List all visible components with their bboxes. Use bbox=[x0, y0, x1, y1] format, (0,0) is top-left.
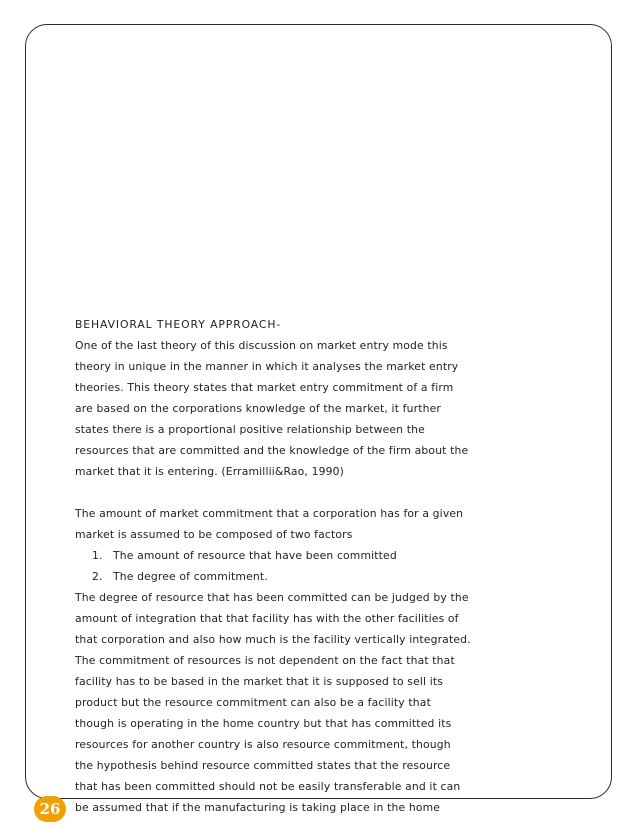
document-body bbox=[75, 314, 471, 818]
paragraph-line: product but the resource commitment can also be a facility that bbox=[75, 696, 431, 709]
paragraph-line: the hypothesis behind resource committed states that the resource bbox=[75, 759, 451, 772]
paragraph-line: facility has to be based in the market that it is supposed to sell its bbox=[75, 675, 444, 688]
page-number-badge: 26 bbox=[34, 796, 66, 822]
paragraph-line: market that it is entering. (Erramillii&Rao, 1990) bbox=[75, 465, 345, 478]
section-heading: BEHAVIORAL THEORY APPROACH- bbox=[75, 318, 282, 331]
paragraph-line: be assumed that if the manufacturing is taking place in the home bbox=[75, 801, 441, 814]
paragraph-line: theories. This theory states that market entry commitment of a firm bbox=[75, 381, 454, 394]
list-item bbox=[75, 566, 465, 587]
paragraph-line: that corporation and also how much is the facility vertically integrated. bbox=[75, 633, 471, 646]
paragraph-line: though is operating in the home country but that has committed its bbox=[75, 717, 452, 730]
paragraph-line: resources that are committed and the knowledge of the firm about the bbox=[75, 444, 469, 457]
paragraph-line: market is assumed to be composed of two factors bbox=[75, 528, 353, 541]
paragraph-line: that has been committed should not be easily transferable and it can bbox=[75, 780, 461, 793]
paragraph-line: amount of integration that that facility has with the other facilities of bbox=[75, 612, 459, 625]
paragraph-line: The degree of resource that has been committed can be judged by the bbox=[75, 591, 469, 604]
list-item bbox=[75, 545, 465, 566]
list-item-text: The degree of commitment. bbox=[113, 570, 268, 583]
paragraph-line: The amount of market commitment that a corporation has for a given bbox=[75, 507, 464, 520]
list-item-number: 1. bbox=[92, 549, 103, 562]
paragraph-line: The commitment of resources is not dependent on the fact that that bbox=[75, 654, 455, 667]
list-item-number: 2. bbox=[92, 570, 103, 583]
paragraph-line: theory in unique in the manner in which it analyses the market entry bbox=[75, 360, 459, 373]
paragraph-line: resources for another country is also resource commitment, though bbox=[75, 738, 451, 751]
paragraph-line: states there is a proportional positive relationship between the bbox=[75, 423, 425, 436]
paragraph-line: are based on the corporations knowledge of the market, it further bbox=[75, 402, 441, 415]
paragraph-spacer bbox=[75, 482, 465, 503]
list-item-text: The amount of resource that have been committed bbox=[113, 549, 397, 562]
paragraph-line: One of the last theory of this discussion on market entry mode this bbox=[75, 339, 448, 352]
